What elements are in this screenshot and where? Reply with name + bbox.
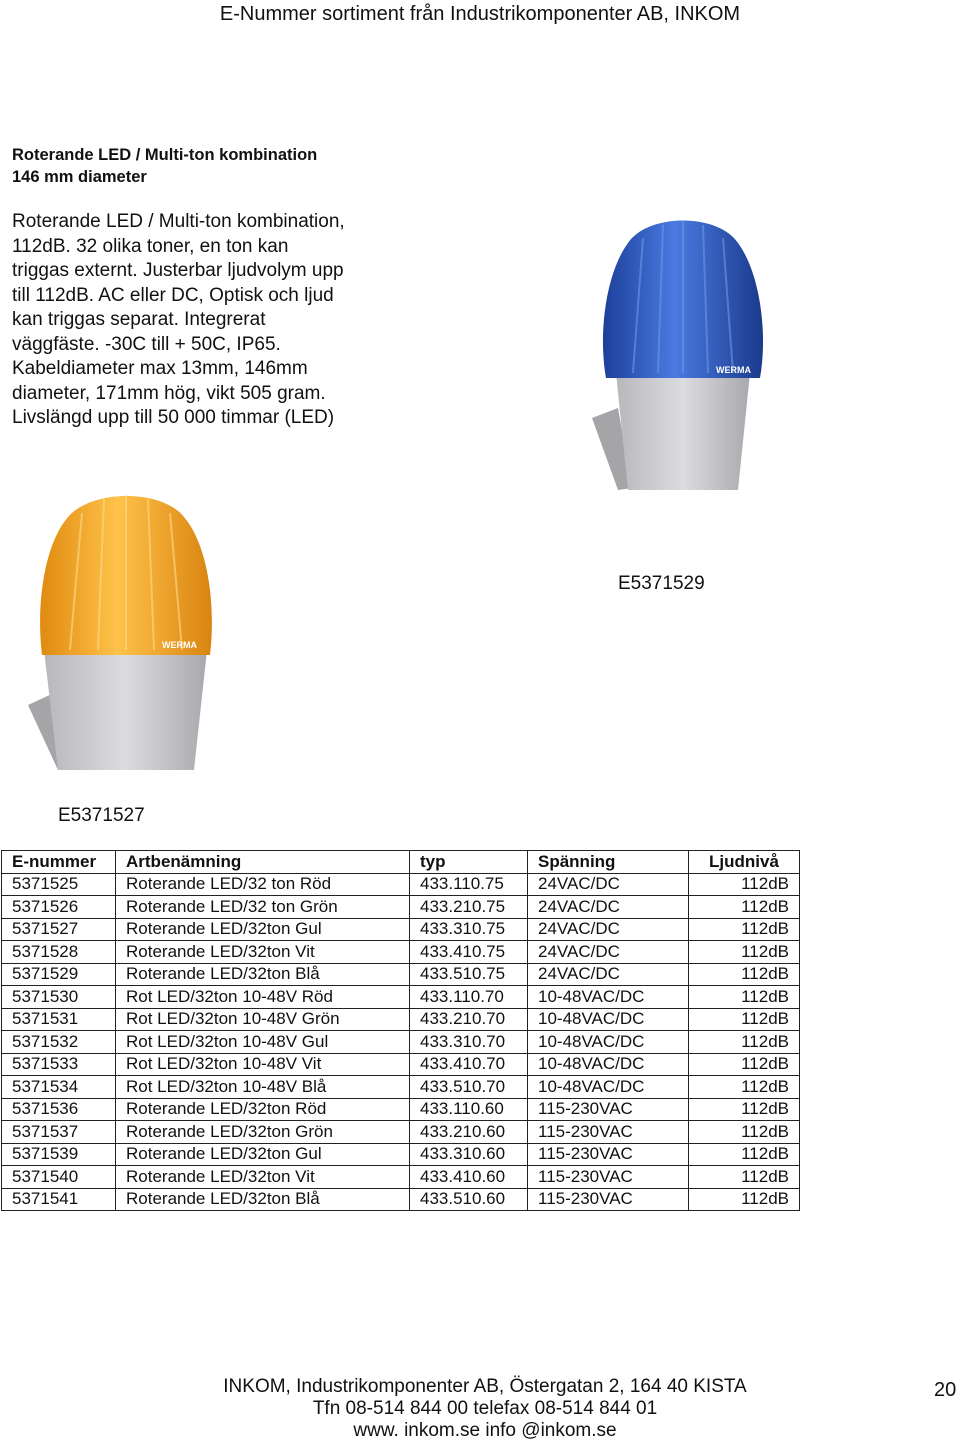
description-line: 112dB. 32 olika toner, en ton kan (12, 235, 289, 257)
table-row (2, 896, 800, 919)
table-cell: 112dB (689, 873, 800, 896)
table-cell: 5371540 (2, 1166, 116, 1189)
description-line: diameter, 171mm hög, vikt 505 gram. (12, 382, 326, 404)
table-cell: 115-230VAC (528, 1166, 689, 1189)
table-cell: Roterande LED/32 ton Röd (116, 873, 410, 896)
table-row (2, 1053, 800, 1076)
page-number: 20 (934, 1379, 957, 1401)
description-line: triggas externt. Justerbar ljudvolym upp (12, 260, 344, 281)
column-header: Ljudnivå (689, 851, 800, 874)
description-line: kan triggas separat. Integrerat (12, 309, 266, 330)
table-row (2, 1166, 800, 1189)
blue-beacon-code: E5371529 (618, 573, 705, 594)
table-cell: 115-230VAC (528, 1188, 689, 1211)
table-row (2, 873, 800, 896)
product-title-line: Roterande LED / Multi-ton kombination (12, 146, 318, 164)
table-row (2, 963, 800, 986)
table-cell: Roterande LED/32ton Blå (116, 1188, 410, 1211)
table-cell: 112dB (689, 941, 800, 964)
table-cell: 433.310.70 (410, 1031, 528, 1054)
table-cell: 5371533 (2, 1053, 116, 1076)
footer-address: INKOM, Industrikomponenter AB, Östergatan 2, 164 40 KISTA (223, 1376, 747, 1397)
page-header: E-Nummer sortiment från Industrikomponenter AB, INKOM (219, 3, 741, 25)
table-cell: 112dB (689, 1031, 800, 1054)
table-cell: 112dB (689, 1076, 800, 1099)
table-cell: 5371528 (2, 941, 116, 964)
table-cell: 10-48VAC/DC (528, 986, 689, 1009)
column-header: Artbenämning (116, 851, 410, 874)
table-cell: 433.510.75 (410, 963, 528, 986)
table-cell: 433.510.60 (410, 1188, 528, 1211)
table-cell: 433.110.60 (410, 1098, 528, 1121)
column-header: E-nummer (2, 851, 116, 874)
table-cell: 433.410.60 (410, 1166, 528, 1189)
table-cell: Rot LED/32ton 10-48V Röd (116, 986, 410, 1009)
description-line: väggfäste. -30C till + 50C, IP65. (12, 333, 281, 355)
table-row (2, 986, 800, 1009)
table-cell: 433.210.75 (410, 896, 528, 919)
column-header: typ (410, 851, 528, 874)
table-cell: Roterande LED/32 ton Grön (116, 896, 410, 919)
table-cell: 5371525 (2, 873, 116, 896)
blue-beacon-image (588, 203, 778, 493)
table-cell: 24VAC/DC (528, 896, 689, 919)
orange-beacon-code: E5371527 (58, 805, 145, 826)
table-row (2, 1188, 800, 1211)
table-cell: 433.210.70 (410, 1008, 528, 1031)
table-row (2, 1008, 800, 1031)
table-cell: Rot LED/32ton 10-48V Grön (116, 1008, 410, 1031)
table-cell: 5371530 (2, 986, 116, 1009)
table-cell: 115-230VAC (528, 1098, 689, 1121)
table-cell: 5371532 (2, 1031, 116, 1054)
table-cell: 112dB (689, 963, 800, 986)
table-cell: 5371529 (2, 963, 116, 986)
table-cell: 5371536 (2, 1098, 116, 1121)
table-cell: 112dB (689, 1121, 800, 1144)
table-cell: 10-48VAC/DC (528, 1031, 689, 1054)
footer-phone: Tfn 08-514 844 00 telefax 08-514 844 01 (312, 1398, 658, 1419)
table-cell: 112dB (689, 1098, 800, 1121)
description-line: Kabeldiameter max 13mm, 146mm (12, 358, 308, 379)
table-row (2, 1143, 800, 1166)
column-header: Spänning (528, 851, 689, 874)
table-cell: Rot LED/32ton 10-48V Gul (116, 1031, 410, 1054)
table-cell: Roterande LED/32ton Blå (116, 963, 410, 986)
table-cell: 433.310.75 (410, 918, 528, 941)
table-cell: 112dB (689, 918, 800, 941)
werma-logo: WERMA (162, 640, 197, 650)
table-cell: 433.110.70 (410, 986, 528, 1009)
table-row (2, 941, 800, 964)
table-cell: 112dB (689, 986, 800, 1009)
table-cell: 10-48VAC/DC (528, 1053, 689, 1076)
table-cell: 24VAC/DC (528, 941, 689, 964)
product-subtitle-line: 146 mm diameter (12, 168, 147, 186)
table-cell: Roterande LED/32ton Vit (116, 941, 410, 964)
table-cell: 433.310.60 (410, 1143, 528, 1166)
table-cell: 112dB (689, 1143, 800, 1166)
table-cell: 433.410.70 (410, 1053, 528, 1076)
table-header-row (2, 851, 800, 874)
table-cell: 5371531 (2, 1008, 116, 1031)
table-cell: Rot LED/32ton 10-48V Vit (116, 1053, 410, 1076)
product-description (12, 210, 392, 431)
product-title (12, 144, 317, 188)
table-cell: Roterande LED/32ton Gul (116, 918, 410, 941)
table-cell: 433.510.70 (410, 1076, 528, 1099)
table-cell: Roterande LED/32ton Vit (116, 1166, 410, 1189)
table-cell: 433.110.75 (410, 873, 528, 896)
table-cell: 24VAC/DC (528, 963, 689, 986)
description-line: Roterande LED / Multi-ton kombination, (12, 211, 345, 232)
table-cell: 433.410.75 (410, 941, 528, 964)
table-cell: 115-230VAC (528, 1143, 689, 1166)
table-cell: 112dB (689, 1166, 800, 1189)
table-cell: 112dB (689, 1053, 800, 1076)
table-row (2, 918, 800, 941)
product-table (1, 850, 800, 1211)
table-cell: 10-48VAC/DC (528, 1008, 689, 1031)
table-row (2, 1031, 800, 1054)
orange-beacon-image (22, 485, 222, 775)
table-row (2, 1121, 800, 1144)
table-cell: 112dB (689, 1008, 800, 1031)
table-cell: 433.210.60 (410, 1121, 528, 1144)
table-cell: Rot LED/32ton 10-48V Blå (116, 1076, 410, 1099)
table-cell: 112dB (689, 896, 800, 919)
table-row (2, 1076, 800, 1099)
table-row (2, 1098, 800, 1121)
table-cell: 112dB (689, 1188, 800, 1211)
table-cell: Roterande LED/32ton Gul (116, 1143, 410, 1166)
description-line: Livslängd upp till 50 000 timmar (LED) (12, 407, 335, 428)
table-cell: 24VAC/DC (528, 873, 689, 896)
table-cell: Roterande LED/32ton Grön (116, 1121, 410, 1144)
werma-logo: WERMA (716, 365, 751, 375)
table-body (2, 873, 800, 1211)
table-cell: 5371537 (2, 1121, 116, 1144)
table-cell: 5371526 (2, 896, 116, 919)
table-cell: Roterande LED/32ton Röd (116, 1098, 410, 1121)
table-cell: 115-230VAC (528, 1121, 689, 1144)
table-cell: 24VAC/DC (528, 918, 689, 941)
footer-web: www. inkom.se info @inkom.se (353, 1420, 617, 1441)
table-cell: 5371534 (2, 1076, 116, 1099)
table-cell: 5371527 (2, 918, 116, 941)
table-cell: 5371541 (2, 1188, 116, 1211)
description-line: till 112dB. AC eller DC, Optisk och ljud (12, 284, 334, 306)
page-footer (170, 1376, 800, 1442)
table-cell: 10-48VAC/DC (528, 1076, 689, 1099)
table-cell: 5371539 (2, 1143, 116, 1166)
